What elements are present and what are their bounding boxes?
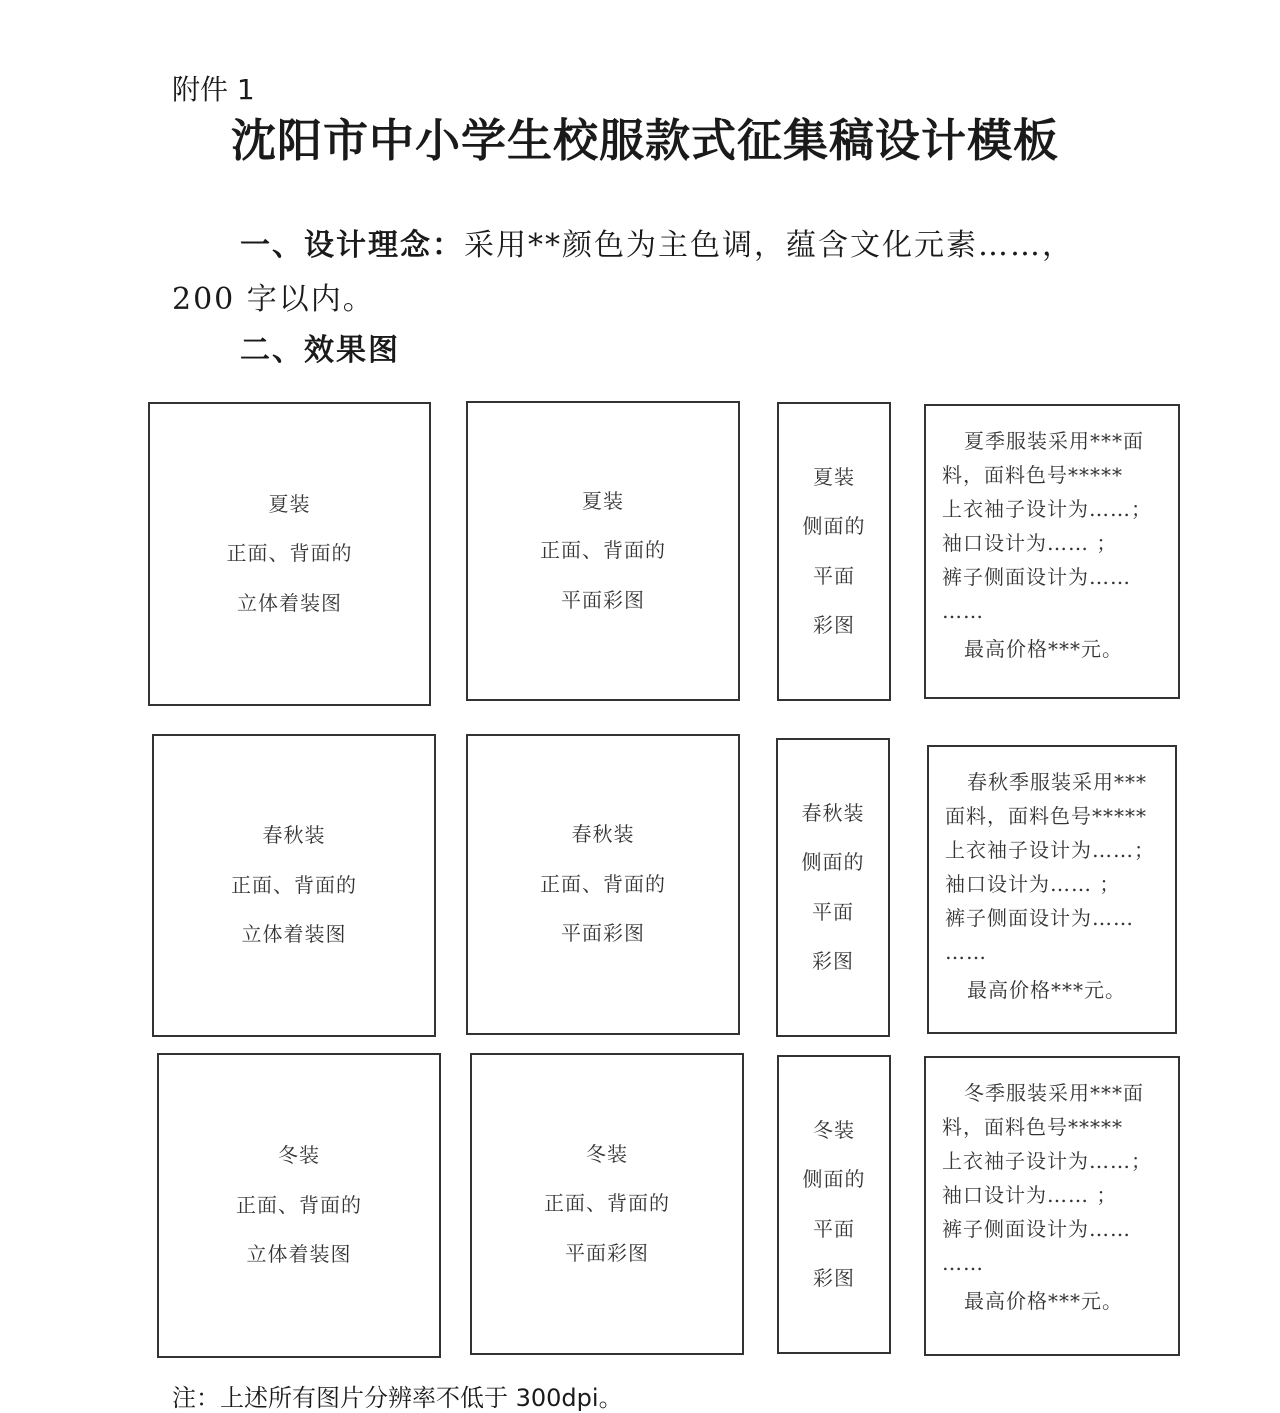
box-label-line: 夏装 [582,488,624,513]
box-label-line: 立体着装图 [246,1242,352,1267]
description-line: 夏季服装采用***面 [964,429,1144,453]
box-label-line: 夏装 [268,491,311,516]
box-label-line: 冬装 [813,1117,855,1142]
box-label-line: 侧面的 [802,514,866,538]
description-line: 面料，面料色号***** [945,804,1147,828]
box-label-line: 春秋装 [262,823,326,848]
attachment-label: 附件 1 [172,73,255,106]
design-concept-paragraph [240,220,1074,264]
description-line: 最高价格***元。 [967,978,1126,1002]
box-label-line: 彩图 [813,1266,855,1290]
description-line: 袖口设计为…… ； [942,1183,1118,1207]
box-label-line: 平面彩图 [565,1240,649,1265]
description-line: 料，面料色号***** [942,463,1123,487]
box-label-line: 冬装 [278,1143,320,1168]
description-line: 上衣袖子设计为……； [945,838,1155,862]
box-label-line: 正面、背面的 [540,871,666,896]
description-line: 上衣袖子设计为……； [942,497,1152,521]
flat-color-box [466,401,740,701]
design-concept-heading: 一、设计理念： [240,228,464,263]
box-label-line: 平面 [812,899,854,924]
description-line: 最高价格***元。 [964,1289,1123,1313]
description-line: …… [942,599,984,623]
box-label-line: 侧面的 [802,1167,866,1191]
description-box [924,1056,1180,1356]
description-box [924,404,1180,699]
design-concept-text-cont: 200 字以内。 [172,282,375,317]
description-line: 最高价格***元。 [964,637,1123,661]
description-line: …… [945,940,987,964]
box-label-line: 彩图 [812,949,854,973]
side-view-box [777,402,891,701]
box-label-line: 平面彩图 [561,587,645,612]
3d-outfit-box [148,402,431,706]
box-label-line: 立体着装图 [237,590,342,615]
box-label-line: 春秋装 [571,822,635,847]
effect-images-heading: 二、效果图 [240,333,400,368]
description-box [927,745,1177,1034]
description-line: 裤子侧面设计为…… [942,1217,1131,1241]
box-label-line: 春秋装 [801,800,865,825]
box-label-line: 正面、背面的 [231,872,357,897]
3d-outfit-box [157,1053,441,1358]
description-line: 冬季服装采用***面 [964,1081,1144,1105]
description-line: 料，面料色号***** [942,1115,1123,1139]
side-view-box [777,1055,891,1354]
box-label-line: 夏装 [813,464,855,489]
box-label-line: 正面、背面的 [544,1191,670,1216]
box-label-line: 立体着装图 [241,922,347,947]
description-line: 裤子侧面设计为…… [945,906,1134,930]
box-label-line: 正面、背面的 [236,1192,362,1217]
resolution-note: 注：上述所有图片分辨率不低于 300dpi。 [172,1384,623,1412]
description-line: 袖口设计为…… ； [942,531,1118,555]
description-line: 春秋季服装采用*** [967,770,1147,794]
box-label-line: 彩图 [813,613,855,637]
box-label-line: 正面、背面的 [540,538,666,563]
box-label-line: 侧面的 [801,850,865,874]
description-line: …… [942,1251,984,1275]
description-line: 袖口设计为…… ； [945,872,1121,896]
box-label-line: 冬装 [586,1141,628,1166]
flat-color-box [466,734,740,1035]
description-line: 裤子侧面设计为…… [942,565,1131,589]
design-concept-text: 采用**颜色为主色调，蕴含文化元素……， [464,228,1074,263]
side-view-box [776,738,890,1037]
flat-color-box [470,1053,744,1355]
description-line: 上衣袖子设计为……； [942,1149,1152,1173]
box-label-line: 平面彩图 [561,921,645,946]
document-title: 沈阳市中小学生校服款式征集稿设计模板 [230,114,1059,167]
box-label-line: 正面、背面的 [226,541,353,566]
3d-outfit-box [152,734,436,1037]
box-label-line: 平面 [813,563,855,588]
box-label-line: 平面 [813,1216,855,1241]
